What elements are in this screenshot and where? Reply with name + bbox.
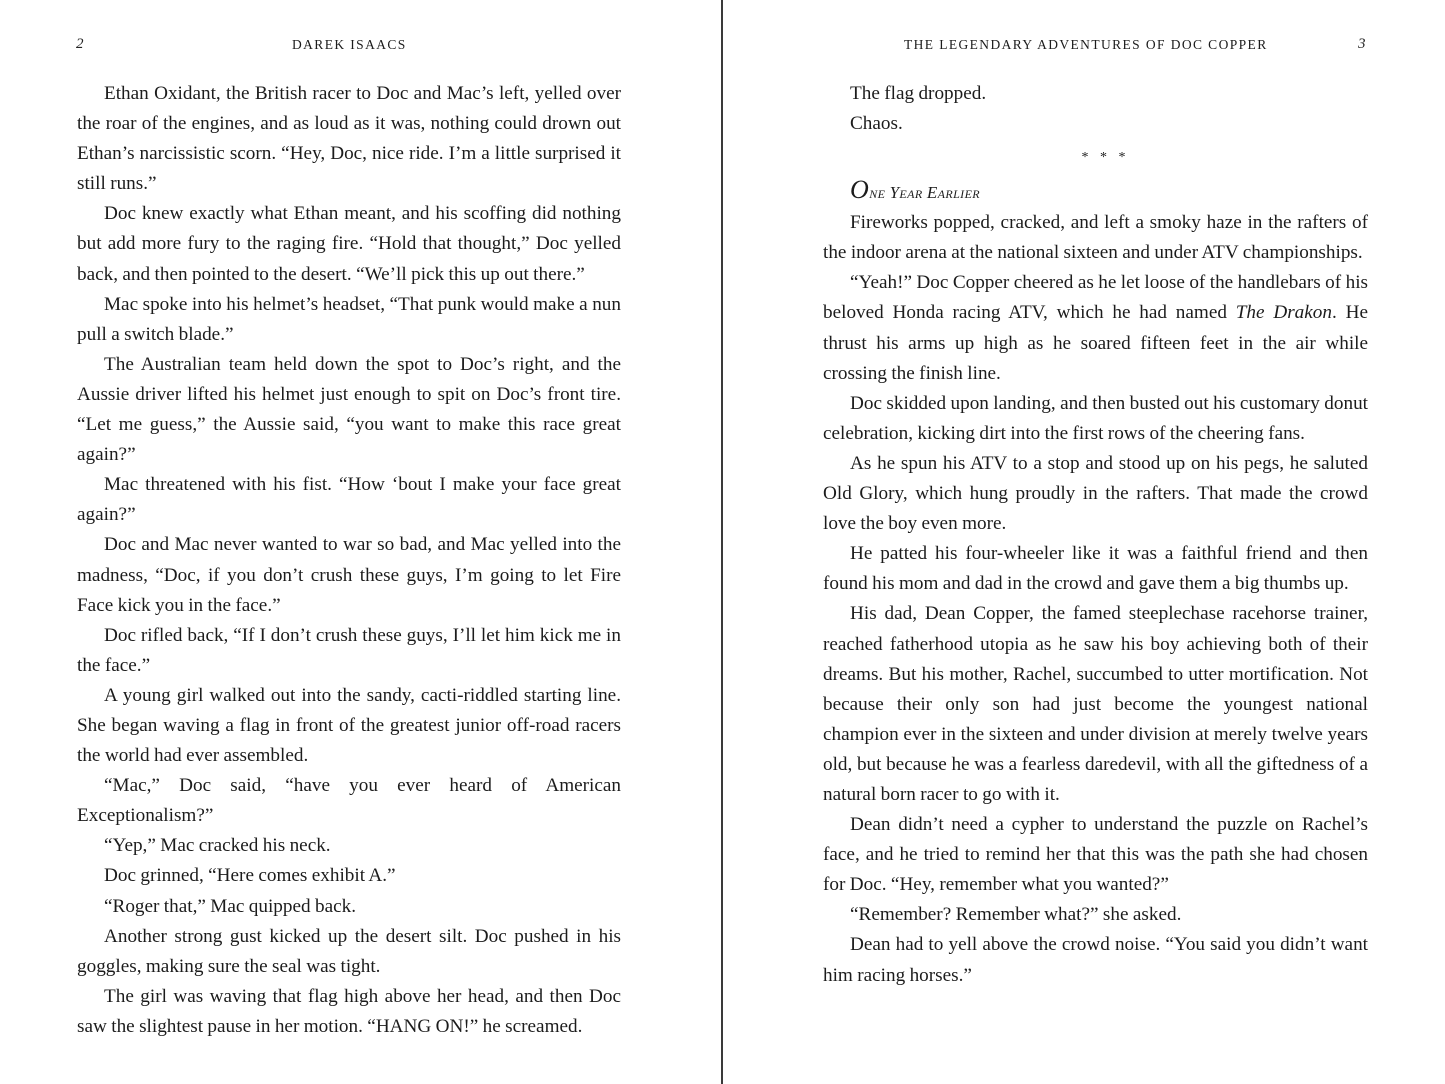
paragraph: Doc and Mac never wanted to war so bad, and Mac yelled into the madness, “Doc, if you don’t crush these guys, I’m going to let Fire Face kick you in the face.” bbox=[77, 534, 621, 616]
paragraph: His dad, Dean Copper, the famed steeplechase racehorse trainer, reached fatherhood utopia as he saw his boy achieving both of their dreams. But his mother, Rachel, succumbed to utter mortification. Not because their only son had just become the youngest national champion ever in the sixteen and under division at merely twelve years old, but because he was a fearless daredevil, with all the giftedness of a natural born racer to go with it. bbox=[823, 603, 1368, 805]
paragraph: “Roger that,” Mac quipped back. bbox=[104, 895, 357, 917]
paragraph-drakon bbox=[823, 268, 1368, 388]
paragraph: Fireworks popped, cracked, and left a smoky haze in the rafters of the indoor arena at the national sixteen and under ATV championships. bbox=[823, 212, 1368, 264]
paragraph: Doc rifled back, “If I don’t crush these guys, I’ll let him kick me in the face.” bbox=[77, 624, 621, 676]
paragraph: He patted his four-wheeler like it was a faithful friend and then found his mom and dad in the crowd and gave them a big thumbs up. bbox=[823, 543, 1368, 595]
section-heading-initial: O bbox=[850, 175, 870, 205]
paragraph: As he spun his ATV to a stop and stood up on his pegs, he saluted Old Glory, which hung proudly in the rafters. That made the crowd love the boy even more. bbox=[823, 452, 1368, 535]
page-number-left: 2 bbox=[76, 36, 84, 52]
paragraph: Dean didn’t need a cypher to understand the puzzle on Rachel’s face, and he tried to remind her that this was the path she had chosen for Doc. “Hey, remember what you wanted?” bbox=[823, 814, 1368, 896]
left-page-body bbox=[77, 79, 621, 1042]
paragraph: Doc skidded upon landing, and then busted out his customary donut celebration, kicking dirt into the first rows of the cheering fans. bbox=[823, 392, 1368, 444]
page-number-right: 3 bbox=[1358, 36, 1366, 52]
paragraph: Dean had to yell above the crowd noise. “You said you didn’t want him racing horses.” bbox=[823, 934, 1368, 986]
paragraph: Ethan Oxidant, the British racer to Doc and Mac’s left, yelled over the roar of the engines, and as loud as it was, nothing could drown out Ethan’s narcissistic scorn. “Hey, Doc, nice ride. I’m a little surprised it still runs.” bbox=[77, 83, 621, 195]
paragraph: “Remember? Remember what?” she asked. bbox=[850, 904, 1182, 926]
section-heading bbox=[823, 175, 1368, 208]
paragraph: Mac threatened with his fist. “How ‘bout I make your face great again?” bbox=[77, 474, 621, 526]
text-span: “Yeah!” Doc Copper cheered as he let loose of the handlebars of his beloved Honda racing ATV, which he had named bbox=[823, 272, 1368, 324]
paragraph: Doc grinned, “Here comes exhibit A.” bbox=[104, 865, 396, 887]
paragraph: Another strong gust kicked up the desert silt. Doc pushed in his goggles, making sure the seal was tight. bbox=[77, 925, 621, 977]
paragraph: “Yep,” Mac cracked his neck. bbox=[104, 835, 331, 857]
scene-break: * * * bbox=[1081, 150, 1130, 166]
gutter-divider bbox=[721, 0, 723, 1084]
running-head-title: THE LEGENDARY ADVENTURES OF DOC COPPER bbox=[904, 37, 1268, 52]
paragraph: Doc knew exactly what Ethan meant, and his scoffing did nothing but add more fury to the raging fire. “Hold that thought,” Doc yelled back, and then pointed to the desert. “We’ll pick this up out there.” bbox=[77, 203, 621, 285]
left-page bbox=[0, 0, 720, 1084]
right-page bbox=[724, 0, 1445, 1084]
paragraph: “Mac,” Doc said, “have you ever heard of American Exceptionalism?” bbox=[77, 775, 621, 827]
section-heading-rest: ne Year Earlier bbox=[869, 183, 981, 203]
atv-name: The Drakon bbox=[1235, 302, 1332, 324]
paragraph: The Australian team held down the spot to Doc’s right, and the Aussie driver lifted his helmet just enough to spit on Doc’s front tire. “Let me guess,” the Aussie said, “you want to make this race great again?” bbox=[77, 353, 621, 466]
paragraph: The girl was waving that flag high above her head, and then Doc saw the slightest pause in her motion. “HANG ON!” he screamed. bbox=[77, 985, 621, 1037]
paragraph: Chaos. bbox=[850, 113, 903, 135]
text-span: . He thrust his arms up high as he soared fifteen feet in the air while crossing the finish line. bbox=[823, 302, 1368, 384]
paragraph: A young girl walked out into the sandy, cacti-riddled starting line. She began waving a flag in front of the greatest junior off-road racers the world had ever assembled. bbox=[77, 684, 621, 767]
right-page-body bbox=[823, 79, 1368, 991]
running-head-author: DAREK ISAACS bbox=[292, 37, 407, 52]
paragraph: Mac spoke into his helmet’s headset, “That punk would make a nun pull a switch blade.” bbox=[77, 293, 621, 345]
paragraph: The flag dropped. bbox=[850, 83, 987, 104]
